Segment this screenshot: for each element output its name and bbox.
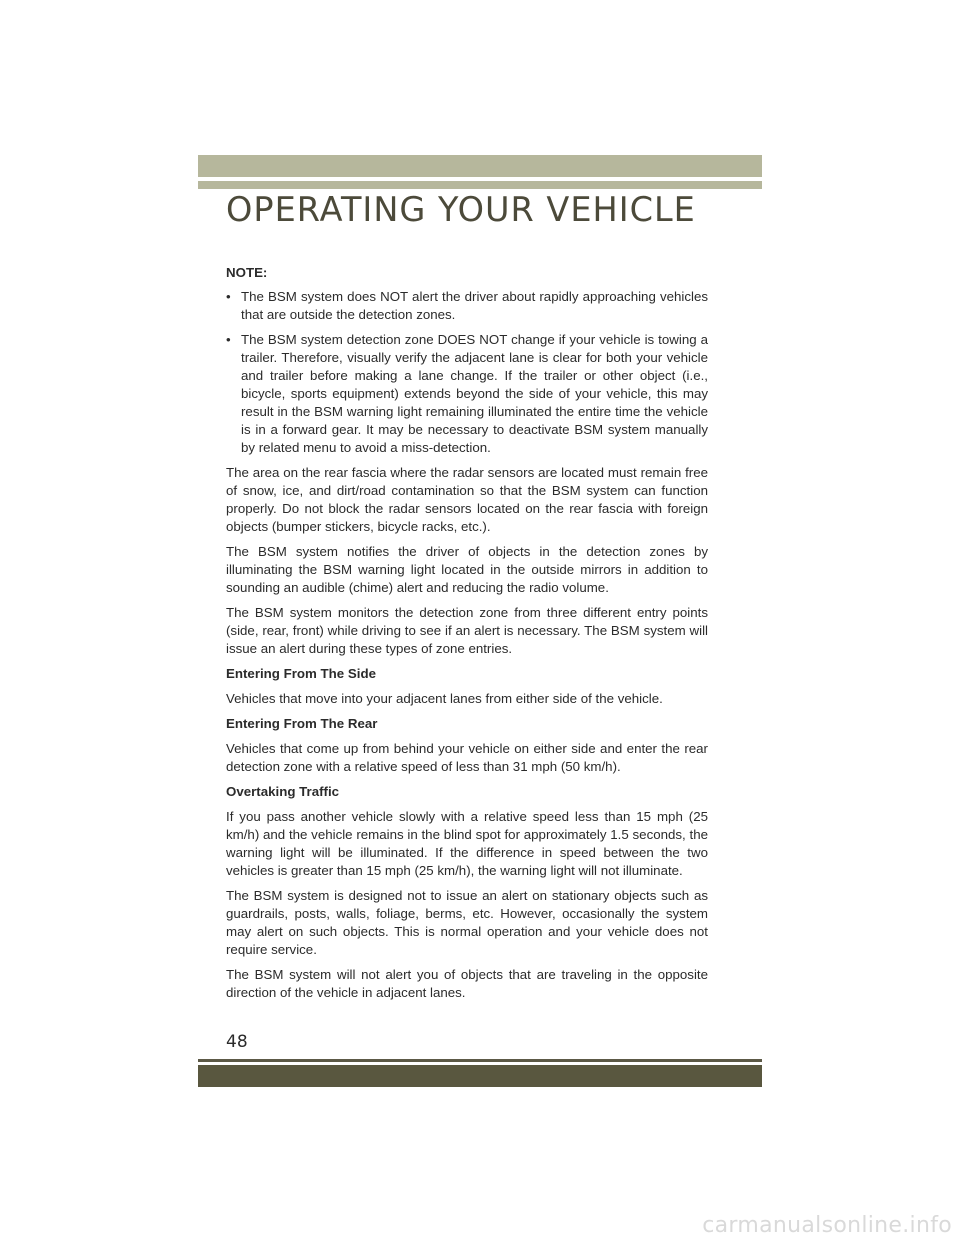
note-label: NOTE:	[226, 265, 268, 280]
header-band	[198, 155, 762, 177]
paragraph-opposite-direction: The BSM system will not alert you of objects that are traveling in the opposite direction of the vehicle in adjacent lanes.	[226, 967, 708, 1000]
paragraph-stationary-objects: The BSM system is designed not to issue an alert on stationary objects such as guardrails, posts, walls, foliage, berms, etc. However, occasionally the system may alert on such objects. This is normal operation and your vehicle does not require service.	[226, 888, 708, 957]
footer-band	[198, 1065, 762, 1087]
subheading-entering-rear: Entering From The Rear	[226, 716, 378, 731]
paragraph-entering-side: Vehicles that move into your adjacent lanes from either side of the vehicle.	[226, 691, 663, 706]
note-bullet-item: • The BSM system detection zone DOES NOT change if your vehicle is towing a trailer. Therefore, visually verify the adjacent lane is clear for both your vehicle and trailer before making a lane change. If the trailer or other object (i.e., bicycle, sports equipment) extends beyond the side of your vehicle, this may result in the BSM warning light remaining illuminated the entire time the vehicle is in a forward gear. It may be necessary to deactivate BSM system manually by related menu to avoid a miss-detection.	[226, 331, 708, 457]
header-rule	[198, 181, 762, 189]
paragraph-overtaking-traffic: If you pass another vehicle slowly with a relative speed less than 15 mph (25 km/h) and the vehicle remains in the blind spot for approximately 1.5 seconds, the warning light will be illuminated. If the difference in speed between the two vehicles is greater than 15 mph (25 km/h), the warning light will not illuminate.	[226, 809, 708, 878]
footer-rule	[198, 1059, 762, 1062]
paragraph-notifies: The BSM system notifies the driver of objects in the detection zones by illuminating the BSM warning light located in the outside mirrors in addition to sounding an audible (chime) alert and reducing the radio volume.	[226, 544, 708, 595]
section-title: OPERATING YOUR VEHICLE	[226, 190, 696, 229]
paragraph-rear-fascia: The area on the rear fascia where the radar sensors are located must remain free of snow, ice, and dirt/road contamination so that the BSM system can function properly. Do not block the radar sensors located on the rear fascia with foreign objects (bumper stickers, bicycle racks, etc.).	[226, 465, 708, 534]
note-bullet-list	[226, 288, 708, 457]
subheading-entering-side: Entering From The Side	[226, 666, 376, 681]
paragraph-monitors: The BSM system monitors the detection zone from three different entry points (side, rear, front) while driving to see if an alert is necessary. The BSM system will issue an alert during these types of zone entries.	[226, 605, 708, 656]
note-bullet-item: • The BSM system does NOT alert the driver about rapidly approaching vehicles that are outside the detection zones.	[226, 288, 708, 324]
paragraph-entering-rear: Vehicles that come up from behind your vehicle on either side and enter the rear detection zone with a relative speed of less than 31 mph (50 km/h).	[226, 741, 708, 774]
page-content	[226, 264, 708, 1009]
watermark: carmanualsonline.info	[702, 1213, 952, 1238]
page-number: 48	[226, 1032, 248, 1052]
subheading-overtaking-traffic: Overtaking Traffic	[226, 784, 340, 799]
